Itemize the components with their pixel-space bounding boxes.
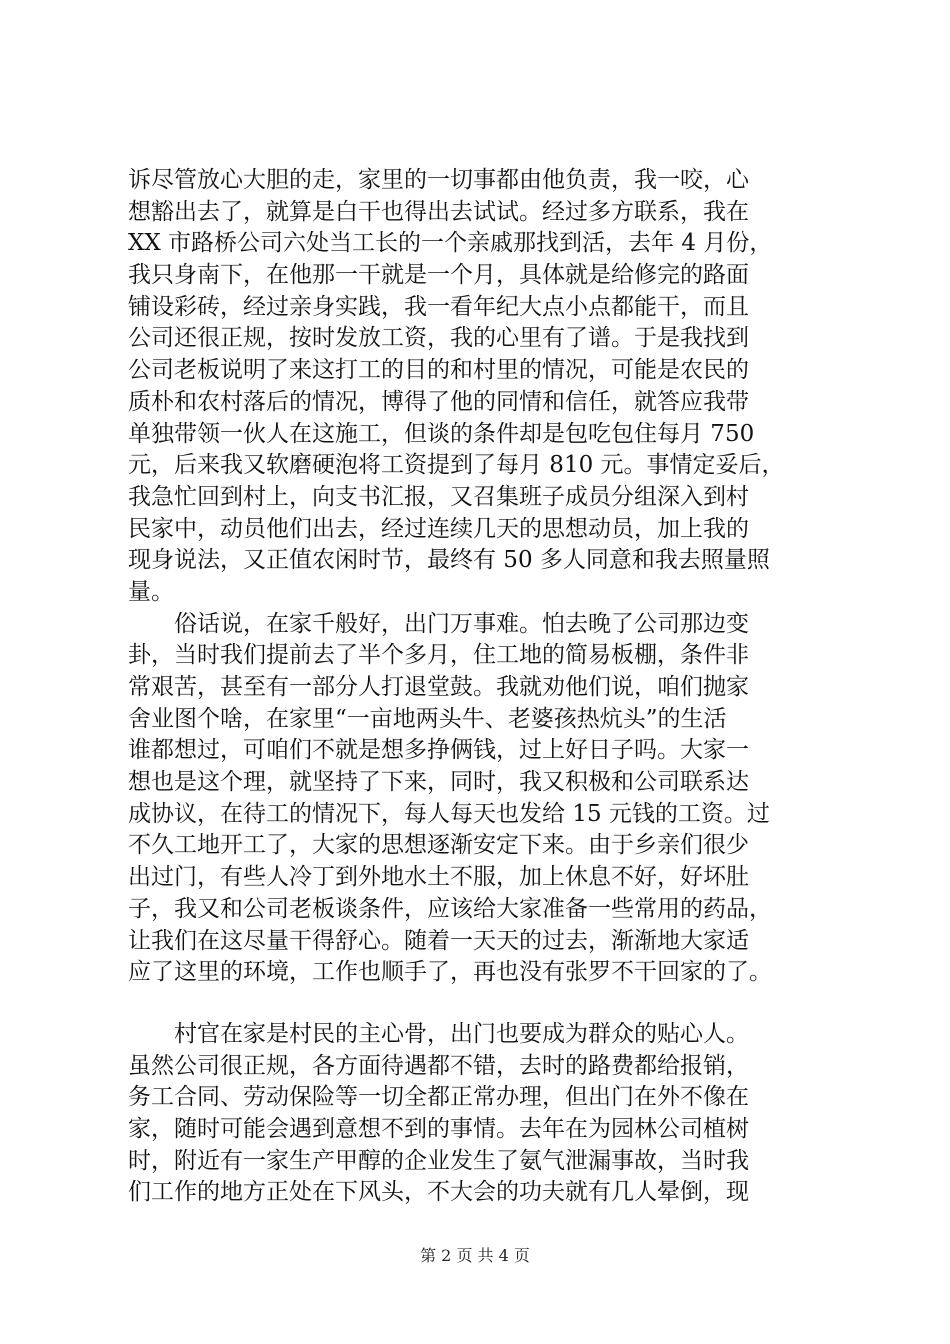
- text-line: 俗话说，在家千般好，出门万事难。怕去晚了公司那边变: [128, 610, 749, 637]
- text-line: 卦，当时我们提前去了半个多月，住工地的简易板棚，条件非: [128, 642, 749, 669]
- text-line: 子，我又和公司老板谈条件，应该给大家准备一些常用的药品，: [128, 895, 772, 922]
- text-line: 让我们在这尽量干得舒心。随着一天天的过去，渐渐地大家适: [128, 927, 749, 954]
- text-line: 量。: [128, 578, 174, 605]
- document-body: [128, 165, 848, 1209]
- text-line: XX 市路桥公司六处当工长的一个亲戚那找到活，去年 4 月份，: [128, 230, 773, 257]
- text-line: 务工合同、劳动保险等一切全都正常办理，但出门在外不像在: [128, 1084, 749, 1111]
- text-line: 元，后来我又软磨硬泡将工资提到了每月 810 元。事情定妥后，: [128, 452, 785, 479]
- text-line: 家，随时可能会遇到意想不到的事情。去年在为园林公司植树: [128, 1115, 749, 1142]
- text-line: 公司老板说明了来这打工的目的和村里的情况，可能是农民的: [128, 357, 749, 384]
- text-line: 公司还很正规，按时发放工资，我的心里有了谱。于是我找到: [128, 325, 749, 352]
- text-line: 想也是这个理，就坚持了下来，同时，我又积极和公司联系达: [128, 769, 749, 796]
- text-line: 诉尽管放心大胆的走，家里的一切事都由他负责，我一咬，心: [128, 167, 749, 193]
- text-line: 质朴和农村落后的情况，博得了他的同情和信任，就答应我带: [128, 388, 749, 415]
- text-line: 出过门，有些人冷丁到外地水土不服，加上休息不好，好坏肚: [128, 864, 749, 891]
- text-line: 虽然公司很正规，各方面待遇都不错，去时的路费都给报销，: [128, 1052, 749, 1079]
- text-line: 单独带领一伙人在这施工，但谈的条件却是包吃包住每月 750: [128, 420, 755, 447]
- text-line: 成协议，在待工的情况下，每人每天也发给 15 元钱的工资。过: [128, 800, 770, 827]
- text-line: 我只身南下，在他那一干就是一个月，具体就是给修完的路面: [128, 262, 749, 289]
- page-footer: 第 2 页 共 4 页: [420, 1246, 530, 1265]
- text-line: 常艰苦，甚至有一部分人打退堂鼓。我就劝他们说，咱们抛家: [128, 674, 749, 700]
- paragraph-spacer: [128, 989, 848, 1019]
- text-line: 现身说法，又正值农闲时节，最终有 50 多人同意和我去照量照: [128, 547, 770, 574]
- text-line: 舍业图个啥，在家里“一亩地两头牛、老婆孩热炕头”的生活: [128, 705, 727, 732]
- text-line: 村官在家是村民的主心骨，出门也要成为群众的贴心人。: [128, 1020, 749, 1047]
- text-line: 时，附近有一家生产甲醇的企业发生了氨气泄漏事故，当时我: [128, 1147, 749, 1174]
- text-line: 们工作的地方正处在下风头，不大会的功夫就有几人晕倒，现: [128, 1179, 749, 1206]
- text-line: 谁都想过，可咱们不就是想多挣俩钱，过上好日子吗。大家一: [128, 737, 749, 764]
- text-line: 民家中，动员他们出去，经过连续几天的思想动员，加上我的: [128, 515, 749, 542]
- text-line: 我急忙回到村上，向支书汇报，又召集班子成员分组深入到村: [128, 483, 749, 510]
- text-line: 不久工地开工了，大家的思想逐渐安定下来。由于乡亲们很少: [128, 832, 749, 859]
- text-line: 应了这里的环境，工作也顺手了，再也没有张罗不干回家的了。: [128, 959, 772, 986]
- text-line: 铺设彩砖，经过亲身实践，我一看年纪大点小点都能干，而且: [128, 293, 749, 320]
- text-line: 想豁出去了，就算是白干也得出去试试。经过多方联系，我在: [128, 198, 749, 225]
